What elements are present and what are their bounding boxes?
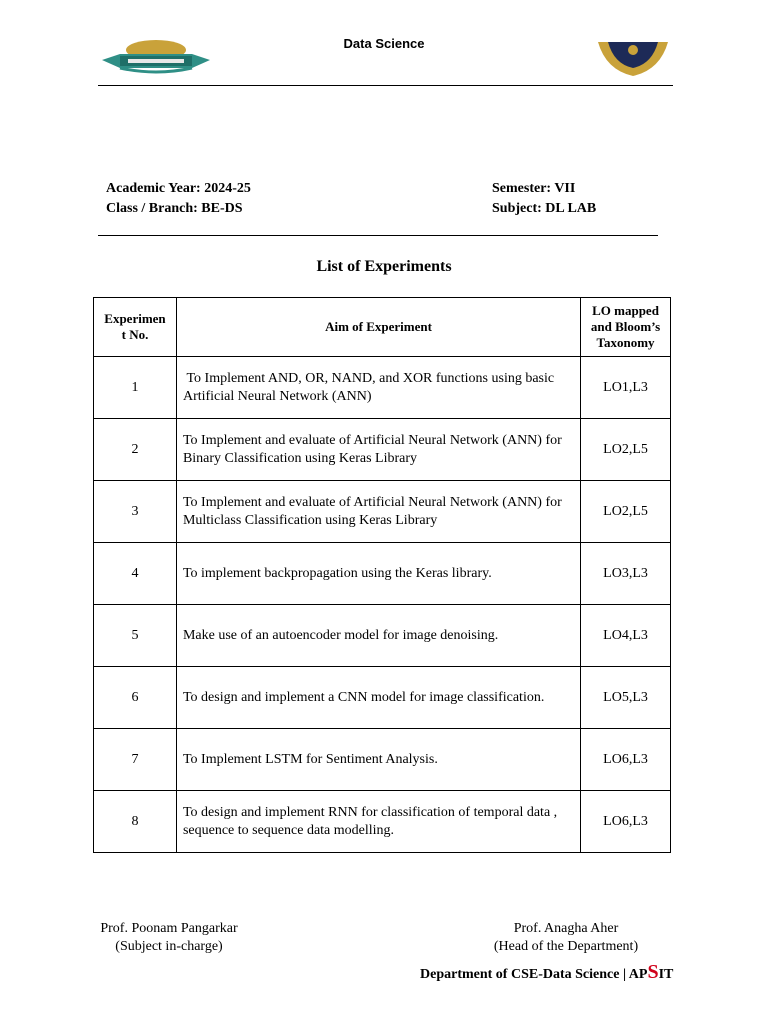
table-row <box>94 481 671 543</box>
header-lo-line1: LO mapped <box>592 303 659 318</box>
experiment-lo: LO5,L3 <box>581 667 671 729</box>
experiment-aim: To design and implement a CNN model for image classification. <box>176 667 580 729</box>
experiment-number: 2 <box>94 419 177 481</box>
experiment-lo: LO1,L3 <box>581 357 671 419</box>
header-experiment-no <box>94 298 177 357</box>
header-lo-mapped <box>581 298 671 357</box>
header-experiment-no-line1: Experimen <box>104 311 166 326</box>
table-row <box>94 729 671 791</box>
experiment-lo: LO6,L3 <box>581 729 671 791</box>
experiment-number: 8 <box>94 791 177 853</box>
experiment-lo: LO4,L3 <box>581 605 671 667</box>
institute-emblem-right <box>592 40 674 80</box>
signature-subject-incharge <box>96 920 242 956</box>
experiment-lo: LO2,L5 <box>581 419 671 481</box>
header-aim: Aim of Experiment <box>176 298 580 357</box>
experiment-number: 6 <box>94 667 177 729</box>
experiment-number: 7 <box>94 729 177 791</box>
table-row <box>94 605 671 667</box>
header-divider <box>98 85 673 86</box>
header-lo-line2: and Bloom’s <box>590 319 661 334</box>
experiment-number: 4 <box>94 543 177 605</box>
hod-role: (Head of the Department) <box>493 939 639 954</box>
footer-department-text: Department of CSE-Data Science | <box>420 967 629 982</box>
header-lo-line3: Taxonomy <box>596 335 655 350</box>
experiment-lo: LO6,L3 <box>581 791 671 853</box>
table-row <box>94 791 671 853</box>
semester: Semester: VII <box>492 181 576 196</box>
subject: Subject: DL LAB <box>492 201 597 216</box>
experiment-aim: Make use of an autoencoder model for image denoising. <box>176 605 580 667</box>
header-experiment-no-line2: t No. <box>121 327 149 342</box>
footer-logo-suffix: IT <box>658 967 674 982</box>
page-title: List of Experiments <box>316 258 452 275</box>
table-header-row <box>94 298 671 357</box>
signature-hod <box>486 920 646 956</box>
experiment-number: 5 <box>94 605 177 667</box>
experiment-number: 3 <box>94 481 177 543</box>
experiment-lo: LO3,L3 <box>581 543 671 605</box>
experiment-aim: To Implement AND, OR, NAND, and XOR functions using basic Artificial Neural Network (ANN) <box>176 357 580 419</box>
table-row <box>94 543 671 605</box>
table-row <box>94 357 671 419</box>
experiment-aim: To Implement LSTM for Sentiment Analysis. <box>176 729 580 791</box>
table-row <box>94 667 671 729</box>
header-title: Data Science <box>343 36 425 51</box>
class-branch: Class / Branch: BE-DS <box>106 201 243 216</box>
experiment-number: 1 <box>94 357 177 419</box>
academic-year: Academic Year: 2024-25 <box>106 181 251 196</box>
meta-divider <box>98 235 658 236</box>
table-row <box>94 419 671 481</box>
footer-logo-s: S <box>647 961 659 983</box>
experiments-table <box>93 297 671 853</box>
subject-incharge-name: Prof. Poonam Pangarkar <box>100 921 238 936</box>
experiment-lo: LO2,L5 <box>581 481 671 543</box>
experiment-aim: To design and implement RNN for classification of temporal data , sequence to sequence data modelling. <box>176 791 580 853</box>
footer-logo-prefix: AP <box>628 967 648 982</box>
experiment-aim: To Implement and evaluate of Artificial Neural Network (ANN) for Binary Classification using Keras Library <box>176 419 580 481</box>
footer-department <box>420 961 673 984</box>
experiment-aim: To implement backpropagation using the Keras library. <box>176 543 580 605</box>
subject-incharge-role: (Subject in-charge) <box>115 939 223 954</box>
experiment-aim: To Implement and evaluate of Artificial Neural Network (ANN) for Multiclass Classification using Keras Library <box>176 481 580 543</box>
hod-name: Prof. Anagha Aher <box>513 921 619 936</box>
